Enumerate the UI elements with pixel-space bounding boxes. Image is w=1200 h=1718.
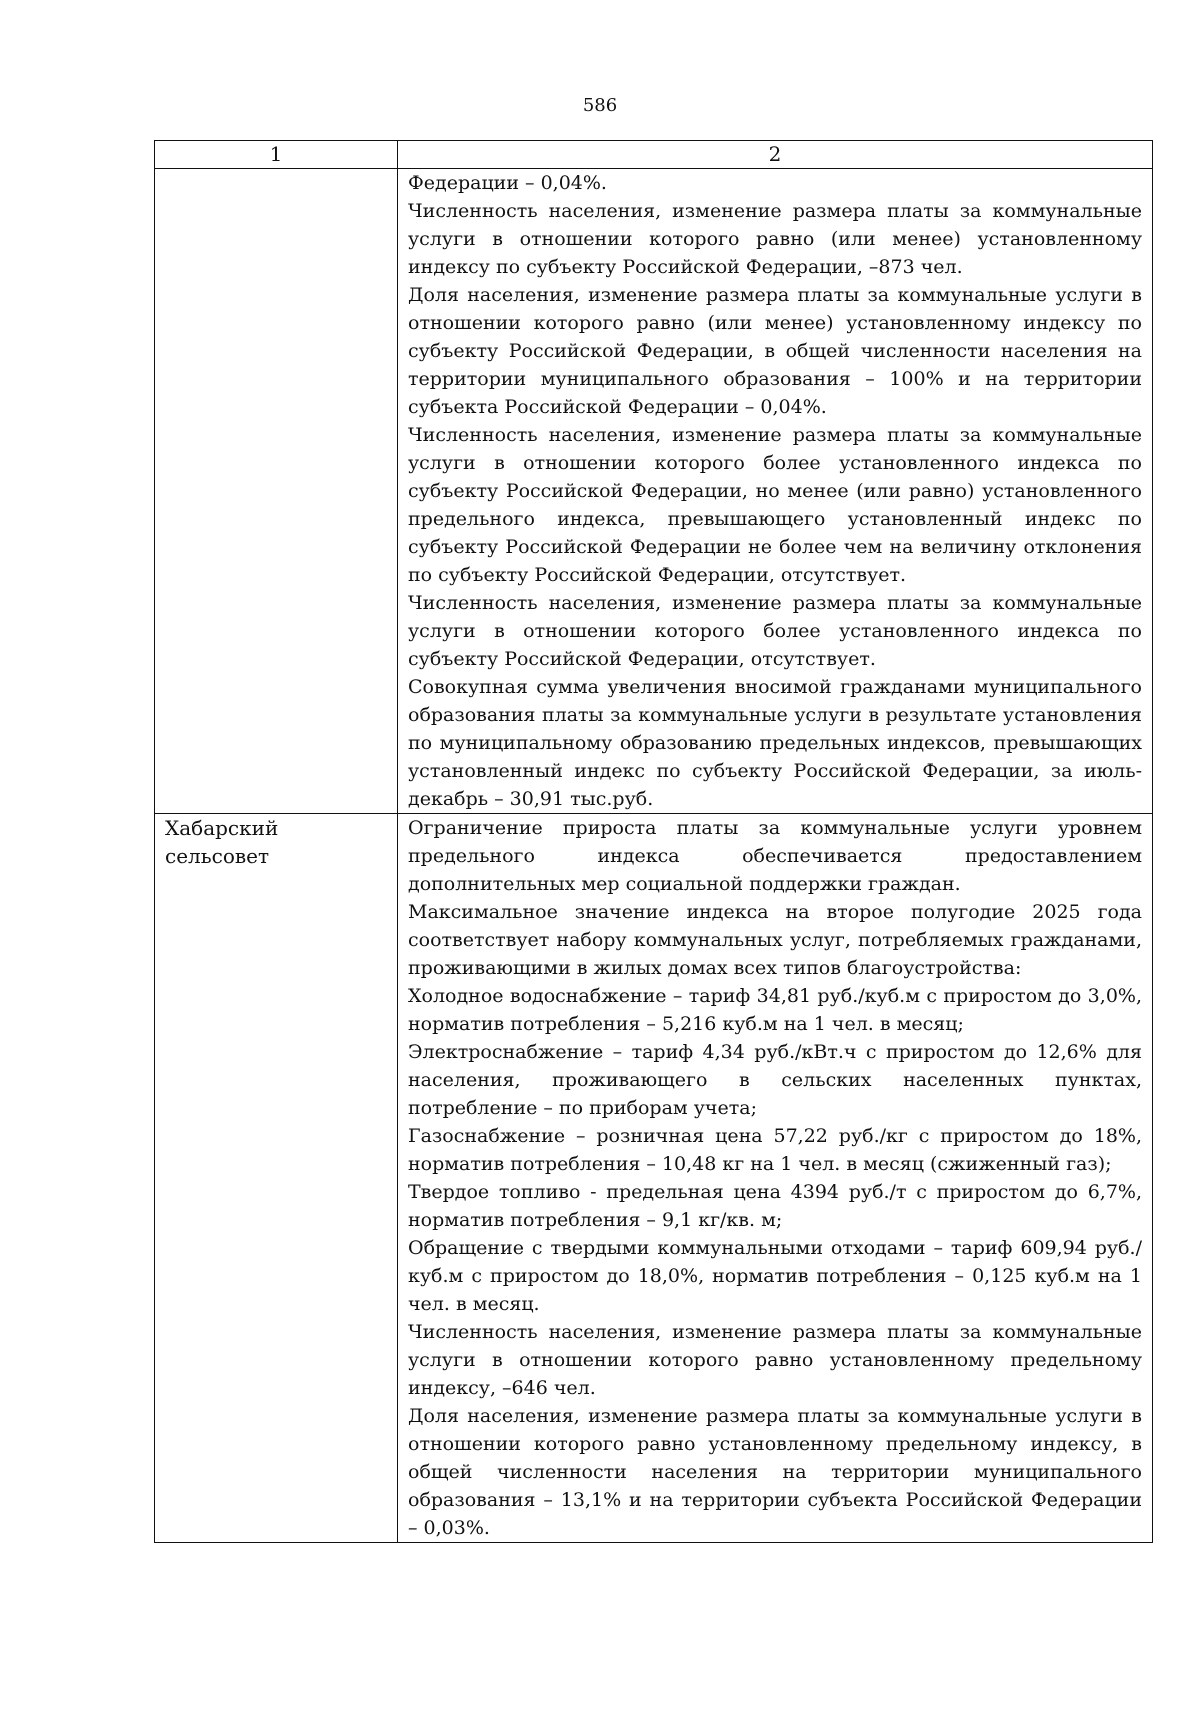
description-paragraph: Федерации – 0,04%. — [408, 172, 607, 194]
description-paragraph: Доля населения, изменение размера платы за коммунальные услуги в отношении которого равно (или менее) установленному индексу по субъекту Российской Федерации, в общей численности населения на территории муниципального образования – 100% и на территории субъекта Российской Федерации – 0,04%. — [408, 284, 1142, 418]
description-paragraph: Численность населения, изменение размера платы за коммунальные услуги в отношении которого более установленного индекса по субъекту Российской Федерации, отсутствует. — [408, 592, 1142, 670]
description-paragraph: Обращение с твердыми коммунальными отходами – тариф 609,94 руб./куб.м с приростом до 18,0%, норматив потребления – 0,125 куб.м на 1 чел. в месяц. — [408, 1237, 1142, 1315]
municipality-name-cell: Хабарский сельсовет — [155, 814, 398, 1543]
description-paragraph: Максимальное значение индекса на второе полугодие 2025 года соответствует набору коммунальных услуг, потребляемых гражданами, проживающими в жилых домах всех типов благоустройства: — [408, 901, 1142, 979]
table-header-row — [155, 141, 1153, 169]
description-paragraph: Доля населения, изменение размера платы за коммунальные услуги в отношении которого равно установленному предельному индексу, в общей численности населения на территории муниципального образования – 13,1% и на территории субъекта Российской Федерации – 0,03%. — [408, 1405, 1142, 1539]
page-number: 586 — [582, 95, 618, 116]
description-paragraph: Ограничение прироста платы за коммунальные услуги уровнем предельного индекса обеспечивается предоставлением дополнительных мер социальной поддержки граждан. — [408, 817, 1142, 895]
data-table — [154, 140, 1153, 1543]
description-paragraph: Совокупная сумма увеличения вносимой гражданами муниципального образования платы за коммунальные услуги в результате установления по муниципальному образованию предельных индексов, превышающих установленный индекс по субъекту Российской Федерации, за июль-декабрь – 30,91 тыс.руб. — [408, 676, 1142, 810]
description-paragraph: Численность населения, изменение размера платы за коммунальные услуги в отношении которого равно (или менее) установленному индексу по субъекту Российской Федерации, –873 чел. — [408, 200, 1142, 278]
description-paragraph: Твердое топливо - предельная цена 4394 руб./т с приростом до 6,7%, норматив потребления – 9,1 кг/кв. м; — [408, 1181, 1142, 1231]
description-paragraph: Численность населения, изменение размера платы за коммунальные услуги в отношении которого более установленного индекса по субъекту Российской Федерации, но менее (или равно) установленного предельного индекса, превышающего установленный индекс по субъекту Российской Федерации не более чем на величину отклонения по субъекту Российской Федерации, отсутствует. — [408, 424, 1142, 586]
header-col-2: 2 — [398, 141, 1153, 169]
header-col-1: 1 — [155, 141, 398, 169]
table-row — [155, 169, 1153, 814]
description-cell — [398, 814, 1153, 1543]
description-paragraph: Численность населения, изменение размера платы за коммунальные услуги в отношении которого равно установленному предельному индексу, –646 чел. — [408, 1321, 1142, 1399]
description-paragraph: Холодное водоснабжение – тариф 34,81 руб./куб.м с приростом до 3,0%, норматив потребления – 5,216 куб.м на 1 чел. в месяц; — [408, 985, 1142, 1035]
municipality-name-cell — [155, 169, 398, 814]
description-cell — [398, 169, 1153, 814]
description-paragraph: Электроснабжение – тариф 4,34 руб./кВт.ч с приростом до 12,6% для населения, проживающего в сельских населенных пунктах, потребление – по приборам учета; — [408, 1041, 1142, 1119]
description-paragraph: Газоснабжение – розничная цена 57,22 руб./кг с приростом до 18%, норматив потребления – 10,48 кг на 1 чел. в месяц (сжиженный газ); — [408, 1125, 1142, 1175]
table-row — [155, 814, 1153, 1543]
